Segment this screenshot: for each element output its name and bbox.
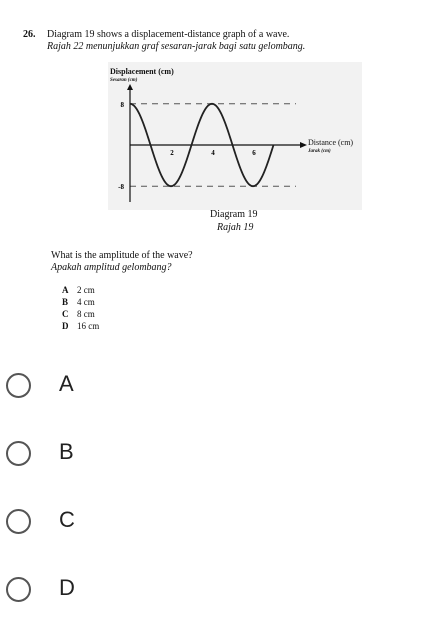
- option-text: 2 cm: [77, 285, 95, 295]
- answer-label-b: B: [59, 439, 74, 464]
- option-text: 8 cm: [77, 309, 95, 319]
- x-tick-label: 6: [252, 149, 256, 157]
- x-axis-label: [308, 138, 353, 156]
- radio-button-a[interactable]: [6, 373, 31, 398]
- answer-label-c: C: [59, 507, 75, 532]
- radio-button-d[interactable]: [6, 577, 31, 602]
- option-text: 16 cm: [77, 321, 100, 331]
- y-axis-label: [110, 67, 174, 85]
- option-row-d: [62, 320, 99, 332]
- question-ask-en: What is the amplitude of the wave?: [51, 250, 193, 261]
- answer-choice-c[interactable]: [0, 493, 434, 553]
- y-axis-label-ms: Sesaran (cm): [110, 78, 138, 83]
- x-tick-label: 4: [211, 149, 215, 157]
- radio-button-c[interactable]: [6, 509, 31, 534]
- option-text: 4 cm: [77, 297, 95, 307]
- question-text-ms: Rajah 22 menunjukkan graf sesaran-jarak bagi satu gelombang.: [47, 41, 306, 52]
- radio-button-b[interactable]: [6, 441, 31, 466]
- y-tick-label: -8: [118, 183, 124, 192]
- y-tick-label: 8: [120, 100, 124, 109]
- y-axis-label-en: Displacement (cm): [110, 67, 174, 76]
- option-key: C: [62, 309, 69, 319]
- x-axis-label-ms: Jarak (cm): [308, 149, 331, 154]
- question-number: 26.: [23, 29, 36, 40]
- option-list: [62, 284, 99, 332]
- option-key: A: [62, 285, 69, 295]
- x-tick-label: 2: [170, 149, 174, 157]
- diagram-caption-ms: Rajah 19: [217, 222, 254, 233]
- option-row-a: [62, 284, 99, 296]
- question-text-en: Diagram 19 shows a displacement-distance graph of a wave.: [47, 29, 290, 40]
- question-ask-ms: Apakah amplitud gelombang?: [51, 262, 172, 273]
- answer-label-a: A: [59, 371, 74, 396]
- wave-graph: [108, 62, 362, 210]
- diagram-caption-en: Diagram 19: [210, 209, 258, 220]
- option-key: B: [62, 297, 69, 307]
- x-axis-label-en: Distance (cm): [308, 138, 354, 147]
- answer-choice-a[interactable]: [0, 355, 434, 415]
- option-row-c: [62, 308, 99, 320]
- x-axis-arrow: [300, 142, 307, 148]
- answer-label-d: D: [59, 575, 75, 600]
- answer-choice-b[interactable]: [0, 424, 434, 484]
- answer-choice-d[interactable]: [0, 562, 434, 622]
- option-row-b: [62, 296, 99, 308]
- option-key: D: [62, 321, 69, 331]
